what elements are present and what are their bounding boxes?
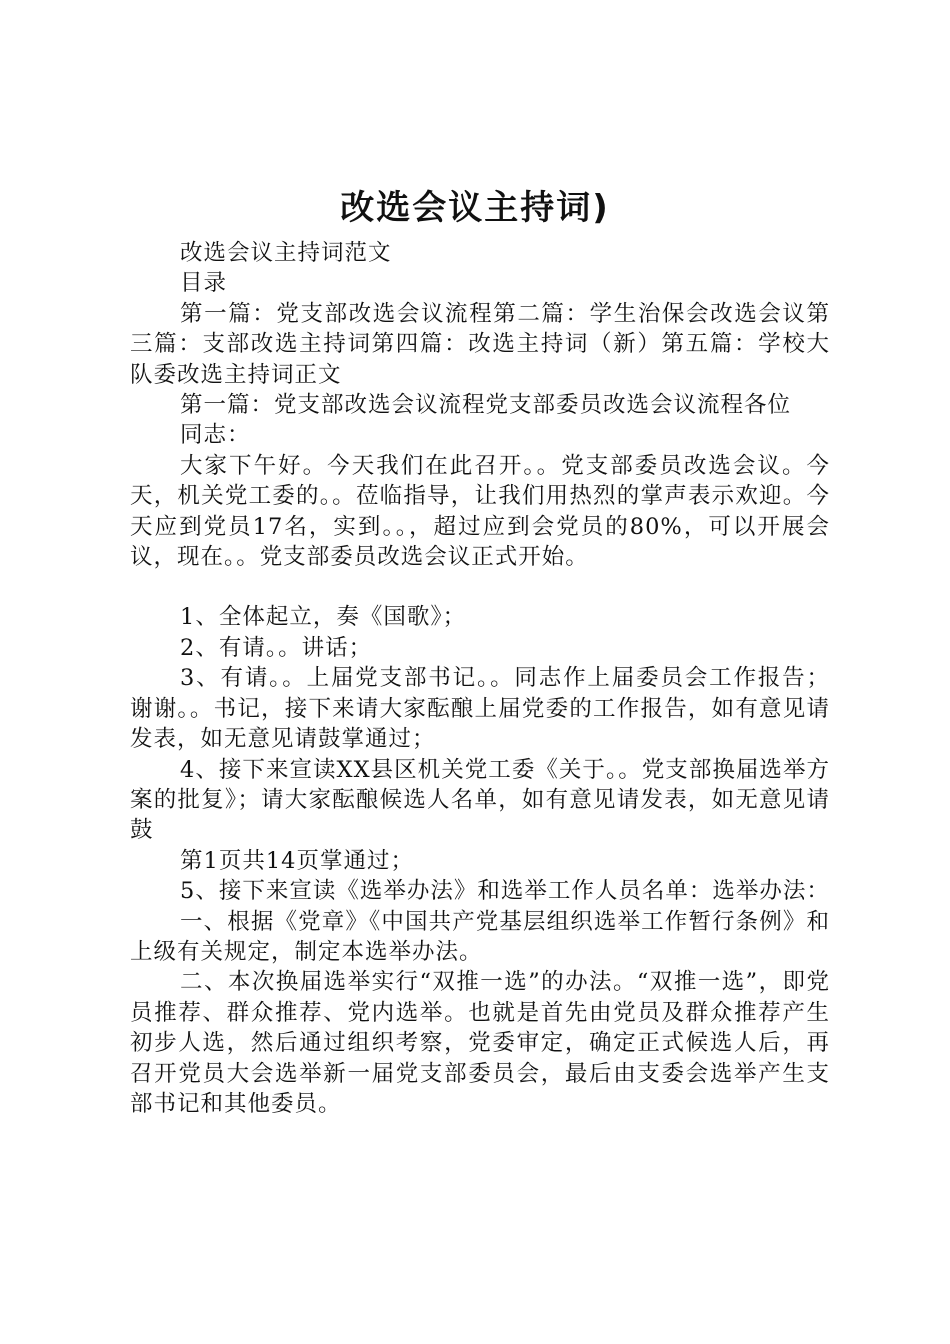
paragraph: 大家下午好。今天我们在此召开。。党支部委员改选会议。今天，机关党工委的。。莅临指导，让我们用热烈的掌声表示欢迎。今天应到党员17名，实到。。，超过应到会党员的80%，可以开展会议，现在。。党支部委员改选会议正式开始。 xyxy=(130,452,830,571)
document-body xyxy=(130,238,830,1119)
paragraph: 第一篇：党支部改选会议流程第二篇：学生治保会改选会议第三篇：支部改选主持词第四篇：改选主持词（新）第五篇：学校大队委改选主持词正文 xyxy=(130,300,830,388)
paragraph: 5、接下来宣读《选举办法》和选举工作人员名单：选举办法： xyxy=(180,878,830,905)
paragraph: 二、本次换届选举实行“双推一选”的办法。“双推一选”，即党员推荐、群众推荐、党内选举。也就是首先由党员及群众推荐产生初步人选，然后通过组织考察，党委审定，确定正式候选人后，再召开党员大会选举新一届党支部委员会，最后由支委会选举产生支部书记和其他委员。 xyxy=(130,969,830,1117)
paragraph: 目录 xyxy=(180,270,228,297)
paragraph: 同志： xyxy=(180,422,251,449)
paragraph: 2、有请。。讲话； xyxy=(180,634,373,661)
page-footer-paragraph: 第1页共14页掌通过； xyxy=(180,847,414,874)
paragraph-gap xyxy=(130,572,830,602)
paragraph: 3、有请。。上届党支部书记。。同志作上届委员会工作报告；谢谢。。书记，接下来请大家酝酿上届党委的工作报告，如有意见请发表，如无意见请鼓掌通过； xyxy=(130,665,830,753)
paragraph: 1、全体起立，奏《国歌》； xyxy=(180,604,467,631)
paragraph: 4、接下来宣读XX县区机关党工委《关于。。党支部换届选举方案的批复》；请大家酝酿候选人名单，如有意见请发表，如无意见请鼓 xyxy=(130,756,830,844)
document-title: 改选会议主持词) xyxy=(340,188,610,228)
paragraph: 第一篇：党支部改选会议流程党支部委员改选会议流程各位 xyxy=(180,392,792,419)
paragraph: 改选会议主持词范文 xyxy=(180,240,392,266)
paragraph: 一、根据《党章》《中国共产党基层组织选举工作暂行条例》和上级有关规定，制定本选举办法。 xyxy=(130,908,830,965)
